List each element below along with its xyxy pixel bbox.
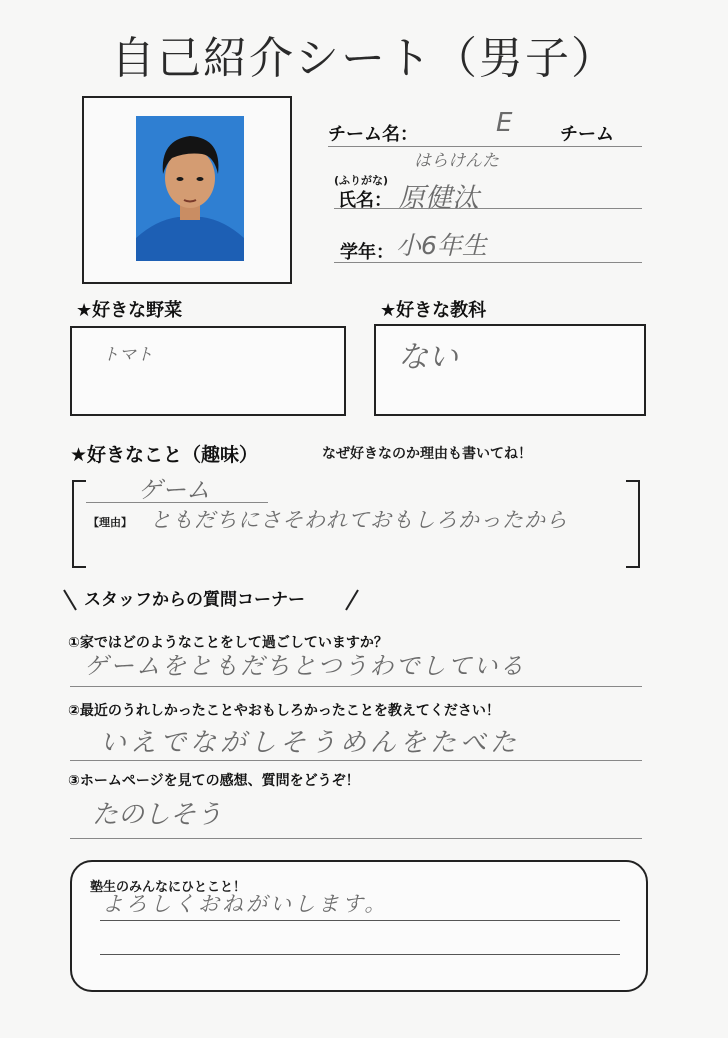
vegetable-answer: トマト <box>102 345 153 365</box>
team-suffix: チーム <box>560 124 614 145</box>
answer-3-underline <box>70 838 642 839</box>
message-label: 塾生のみんなにひとこと！ <box>90 880 247 895</box>
hobby-label: ★好きなこと（趣味） <box>70 444 259 466</box>
answer-1: ゲームをともだちとつうわでしている <box>84 652 526 680</box>
answer-2: いえでながしそうめんをたべた <box>100 728 521 758</box>
question-2: ②最近のうれしかったことやおもしろかったことを教えてください！ <box>68 703 500 719</box>
answer-2-underline <box>70 760 642 761</box>
hobby-prompt: なぜ好きなのか理由も書いてね！ <box>322 446 532 462</box>
furigana-value: はらけんた <box>414 151 499 171</box>
hobby-bracket-right <box>626 480 640 568</box>
reason-label: 【理由】 <box>88 516 132 529</box>
subject-box <box>374 324 646 416</box>
grade-label: 学年： <box>340 242 394 263</box>
hobby-answer: ゲーム <box>138 476 210 504</box>
message-line-2 <box>100 954 620 955</box>
vegetable-label: ★好きな野菜 <box>76 300 183 321</box>
furigana-label: (ふりがな) <box>334 174 389 187</box>
page-title: 自己紹介シート（男子） <box>111 33 617 84</box>
team-value: E <box>496 108 513 138</box>
subject-answer: ない <box>398 340 458 375</box>
portrait-image <box>136 116 244 261</box>
question-3: ③ホームページを見ての感想、質問をどうぞ！ <box>68 773 360 789</box>
name-label: 氏名： <box>338 190 392 211</box>
grade-value: 小6年生 <box>396 231 487 260</box>
message-box <box>70 860 648 992</box>
message-answer: よろしくおねがいします。 <box>102 892 389 916</box>
subject-label: ★好きな教科 <box>380 300 487 321</box>
student-photo <box>136 116 244 261</box>
answer-1-underline <box>70 686 642 687</box>
message-line-1 <box>100 920 620 921</box>
grade-underline <box>334 262 642 263</box>
answer-3: たのしそう <box>92 800 223 830</box>
reason-answer: ともだちにさそわれておもしろかったから <box>150 508 568 532</box>
name-underline <box>334 208 642 209</box>
photo-frame <box>82 96 292 284</box>
staff-label: スタッフからの質問コーナー <box>84 590 305 610</box>
team-label: チーム名： <box>328 124 418 145</box>
hobby-bracket-left <box>72 480 86 568</box>
name-value: 原健汰 <box>398 183 479 214</box>
hobby-underline <box>86 502 268 503</box>
question-1: ①家ではどのようなことをして過ごしていますか？ <box>68 635 388 651</box>
vegetable-box <box>70 326 346 416</box>
